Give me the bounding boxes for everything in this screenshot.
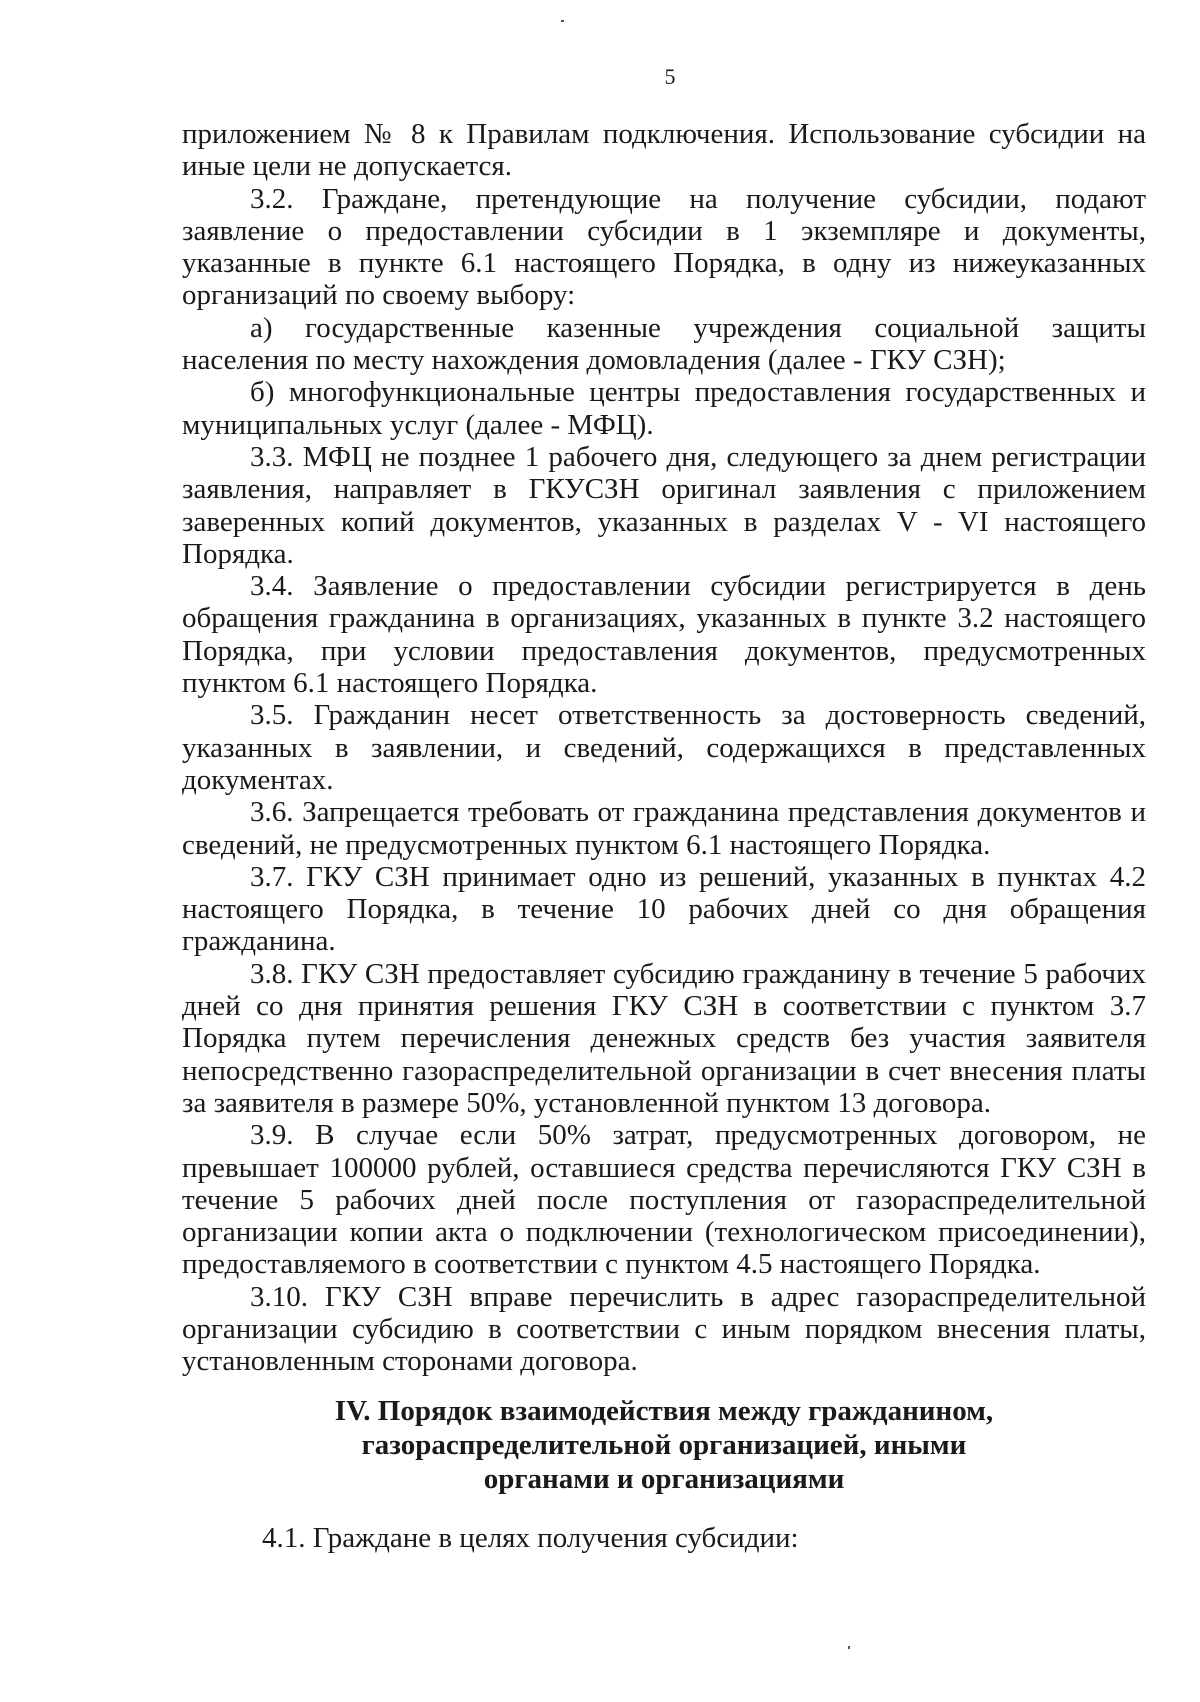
paragraph-3-2: 3.2. Граждане, претендующие на получение субсидии, подают заявление о предоставлении субсидии в 1 экземпляре и документы, указанные в пункте 6.1 настоящего Порядка, в одну из нижеуказанных организаций по своему выбору: (182, 182, 1146, 312)
paragraph-3-3: 3.3. МФЦ не позднее 1 рабочего дня, следующего за днем регистрации заявления, направляет в ГКУСЗН оригинал заявления с приложением заверенных копий документов, указанных в разделах V - VI настоящего Порядка. (182, 440, 1146, 570)
paragraph-3-6: 3.6. Запрещается требовать от гражданина представления документов и сведений, не предусмотренных пунктом 6.1 настоящего Порядка. (182, 796, 1146, 861)
paragraph-3-10: 3.10. ГКУ СЗН вправе перечислить в адрес газораспределительной организации субсидию в соответствии с иным порядком внесения платы, установленным сторонами договора. (182, 1280, 1146, 1378)
paragraph-3-2-b: б) многофункциональные центры предоставления государственных и муниципальных услуг (далее - МФЦ). (182, 376, 1146, 441)
section-heading-line: IV. Порядок взаимодействия между гражданином, (334, 1395, 994, 1427)
section-heading-line: органами и организациями (483, 1463, 845, 1495)
paragraph-3-4: 3.4. Заявление о предоставлении субсидии регистрируется в день обращения гражданина в организациях, указанных в пункте 3.2 настоящего Порядка, при условии предоставления документов, предусмотренных пунктом 6.1 настоящего Порядка. (182, 570, 1146, 700)
paragraph-3-8: 3.8. ГКУ СЗН предоставляет субсидию гражданину в течение 5 рабочих дней со дня принятия решения ГКУ СЗН в соответствии с пунктом 3.7 Порядка путем перечисления денежных средств без участия заявителя непосредственно газораспределительной организации в счет внесения платы за заявителя в размере 50%, установленной пунктом 13 договора. (182, 957, 1146, 1119)
page-number: 5 (664, 64, 676, 89)
paragraph-3-9: 3.9. В случае если 50% затрат, предусмотренных договором, не превышает 100000 рублей, оставшиеся средства перечисляются ГКУ СЗН в течение 5 рабочих дней после поступления от газораспределительной организации копии акта о подключении (технологическом присоединении), предоставляемого в соответствии с пунктом 4.5 настоящего Порядка. (182, 1119, 1146, 1281)
scan-speck (848, 1646, 850, 1649)
scan-speck (561, 20, 564, 22)
section-heading-line: газораспределительной организацией, иными (361, 1429, 967, 1461)
paragraph-continuation: приложением № 8 к Правилам подключения. Использование субсидии на иные цели не допускается. (182, 118, 1146, 183)
paragraph-3-7: 3.7. ГКУ СЗН принимает одно из решений, указанных в пунктах 4.2 настоящего Порядка, в течение 10 рабочих дней со дня обращения гражданина. (182, 860, 1146, 958)
paragraph-3-2-a: а) государственные казенные учреждения социальной защиты населения по месту нахождения домовладения (далее - ГКУ СЗН); (182, 311, 1146, 377)
section-heading (182, 1394, 1146, 1496)
document-body (182, 118, 1146, 1378)
paragraph-4-1: 4.1. Граждане в целях получения субсидии: (262, 1522, 799, 1554)
paragraph-3-5: 3.5. Гражданин несет ответственность за достоверность сведений, указанных в заявлении, и сведений, содержащихся в представленных документах. (182, 699, 1146, 796)
